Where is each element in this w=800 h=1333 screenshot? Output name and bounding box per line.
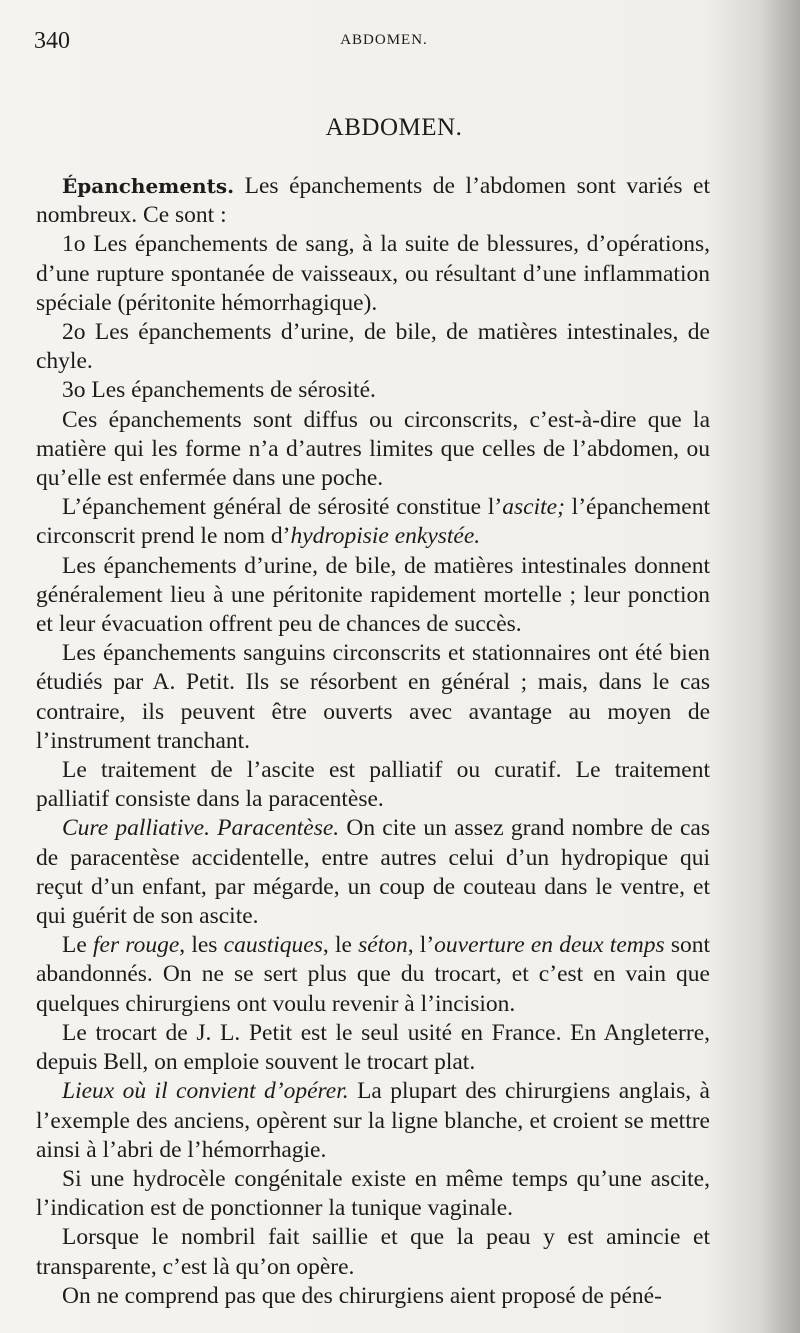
text-run: On cite un assez grand nombre de cas de paracentèse accidentelle, entre autres celui d’un hydropique qui reçut d’un enfant, par mégarde, un coup de couteau dans le ventre, et qui guérit de son ascite. [36,815,710,930]
text-run: sont abandonnés. On ne se sert plus que du trocart, et c’est en vain que quelques chirurgiens ont voulu revenir à l’incision. [36,932,711,1017]
text-run: , l’ [407,932,435,959]
paragraph [36,552,710,640]
text-run: Lorsque le nombril fait saillie et que la peau y est amincie et transparente, c’est là qu’on opère. [36,1224,710,1280]
paragraph [36,318,710,376]
italic-phrase: caustiques [223,932,323,959]
text-run: Ces épanchements sont diffus ou circonscrits, c’est-à-dire que la matière qui les forme n’a d’autres limites que celles de l’abdomen, ou qu’elle est enfermée dans une poche. [36,406,710,492]
text-run: Les épanchements sanguins circonscrits et stationnaires ont été bien étudiés par A. Petit. Ils se résorbent en général ; mais, dans le cas contraire, ils peuvent être ouverts avec avantage au moyen de l’instrument tranchant. [36,640,710,754]
text-run: Les épanchements d’urine, de bile, de matières intestinales donnent généralement lieu à une péritonite rapidement mortelle ; leur ponction et leur évacuation offrent peu de chances de succès. [36,552,710,638]
text-run: Le trocart de J. L. Petit est le seul usité en France. En Angleterre, depuis Bell, on emploie souvent le trocart plat. [36,1019,710,1076]
text-run: 3o Les épanchements de sérosité. [62,377,376,404]
running-head: ABDOMEN. [340,32,428,48]
text-run: , le [322,932,359,959]
italic-phrase: Lieux où il convient d’opérer. [62,1078,349,1105]
paragraph [36,230,710,318]
run-in-heading: Épanchements. [62,174,235,198]
paragraph [36,639,710,756]
text-run: 2o Les épanchements d’urine, de bile, de matières intestinales, de chyle. [36,319,710,375]
paragraph [36,1282,710,1311]
page-header [34,28,734,58]
italic-phrase: ascite; [502,494,565,521]
italic-phrase: séton [358,932,408,959]
italic-phrase: Cure palliative. Paracentèse. [62,815,340,842]
body-text [36,172,710,1311]
paragraph [36,1077,710,1165]
italic-phrase: fer rouge [93,932,180,959]
paragraph [36,376,710,405]
text-run: Le [62,932,93,959]
text-run: La plupart des chirurgiens anglais, à l’exemple des anciens, opèrent sur la ligne blanche, et croient se mettre ainsi à l’abri de l’hémorrhagie. [36,1078,710,1163]
text-run: Les épanchements de l’abdomen sont variés et nombreux. Ce sont : [36,173,710,229]
paragraph [36,814,710,931]
paragraph [36,931,710,1019]
text-run: , les [179,932,224,959]
paragraph [36,1019,710,1077]
italic-phrase: ouverture en deux temps [434,932,665,959]
paragraph [36,406,710,494]
italic-phrase: hydropisie enkystée. [290,523,481,550]
text-run: 1o Les épanchements de sang, à la suite de blessures, d’opérations, d’une rupture spontanée de vaisseaux, ou résultant d’une inflammation spéciale (péritonite hémorrhagique). [36,231,710,316]
text-run: Le traitement de l’ascite est palliatif ou curatif. Le traitement palliatif consiste dans la paracentèse. [36,757,710,813]
text-run: On ne comprend pas que des chirurgiens aient proposé de péné- [62,1282,662,1309]
paragraph [36,493,710,551]
text-run: l’épanchement circonscrit prend le nom d’ [36,494,710,550]
paragraph [36,1223,710,1281]
page-number: 340 [34,28,70,54]
paragraph [36,1165,710,1223]
section-title: ABDOMEN. [325,114,463,141]
paragraph [36,172,710,230]
text-run: L’épanchement général de sérosité constitue l’ [62,494,503,521]
paragraph [36,756,710,814]
text-run: Si une hydrocèle congénitale existe en même temps qu’une ascite, l’indication est de ponctionner la tunique vaginale. [36,1165,710,1222]
